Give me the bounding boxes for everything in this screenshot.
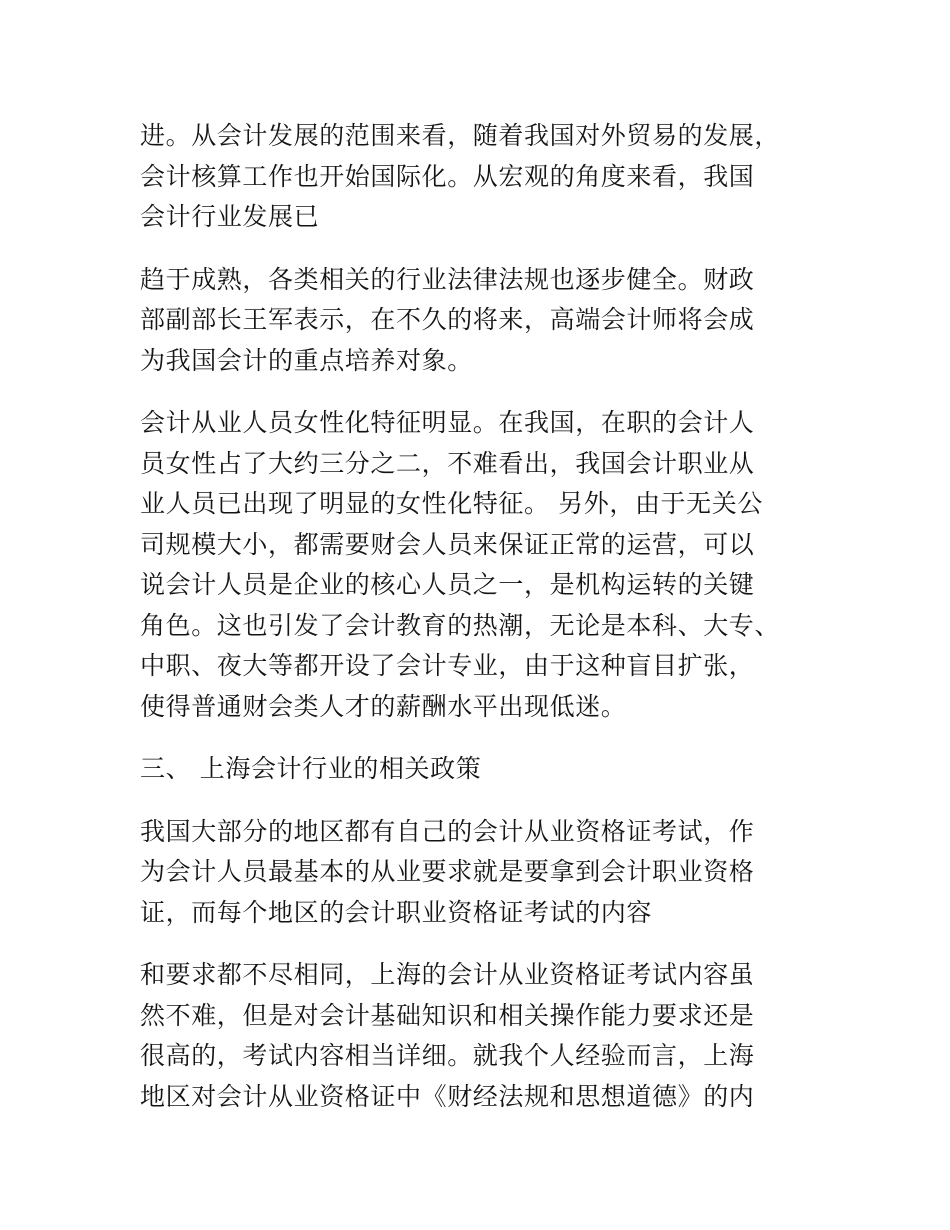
text-line: 会计核算工作也开始国际化。从宏观的角度来看，我国 — [140, 161, 755, 191]
text-line: 司规模大小，都需要财会人员来保证正常的运营，可以 — [140, 529, 755, 559]
text-line: 为会计人员最基本的从业要求就是要拿到会计职业资格 — [140, 857, 755, 886]
paragraph — [140, 116, 812, 238]
text-line: 说会计人员是企业的核心人员之一，是机构运转的关键 — [140, 570, 755, 599]
text-line: 趋于成熟，各类相关的行业法律法规也逐步健全。财政 — [140, 264, 755, 294]
text-line: 我国大部分的地区都有自己的会计从业资格证考试，作 — [140, 816, 755, 846]
text-line: 部副部长王军表示，在不久的将来，高端会计师将会成 — [140, 305, 755, 334]
text-line: 员女性占了大约三分之二，不难看出，我国会计职业从 — [140, 448, 755, 478]
text-line: 为我国会计的重点培养对象。 — [140, 345, 473, 375]
text-line: 很高的，考试内容相当详细。就我个人经验而言，上海 — [140, 1041, 755, 1070]
section-heading — [140, 749, 812, 790]
text-line: 证，而每个地区的会计职业资格证考试的内容 — [140, 897, 653, 927]
text-line: 和要求都不尽相同，上海的会计从业资格证考试内容虽 — [140, 960, 755, 989]
text-line: 角色。这也引发了会计教育的热潮，无论是本科、大专、 — [140, 610, 781, 640]
paragraph — [140, 403, 812, 727]
text-line: 业人员已出现了明显的女性化特征。 另外，由于无关公 — [140, 489, 763, 518]
paragraph — [140, 812, 812, 934]
paragraph — [140, 260, 812, 382]
text-line: 使得普通财会类人才的薪酬水平出现低迷。 — [140, 691, 627, 721]
text-line: 中职、夜大等都开设了会计专业，由于这种盲目扩张， — [140, 651, 755, 680]
text-line: 然不难，但是对会计基础知识和相关操作能力要求还是 — [140, 1000, 755, 1030]
text-line: 地区对会计从业资格证中《财经法规和思想道德》的内 — [140, 1081, 755, 1111]
heading-text: 三、 上海会计行业的相关政策 — [140, 754, 482, 783]
text-line: 会计从业人员女性化特征明显。在我国，在职的会计人 — [140, 408, 755, 437]
text-line: 进。从会计发展的范围来看，随着我国对外贸易的发展， — [140, 121, 781, 150]
text-line: 会计行业发展已 — [140, 202, 320, 231]
document-body — [140, 116, 812, 1139]
paragraph — [140, 955, 812, 1117]
